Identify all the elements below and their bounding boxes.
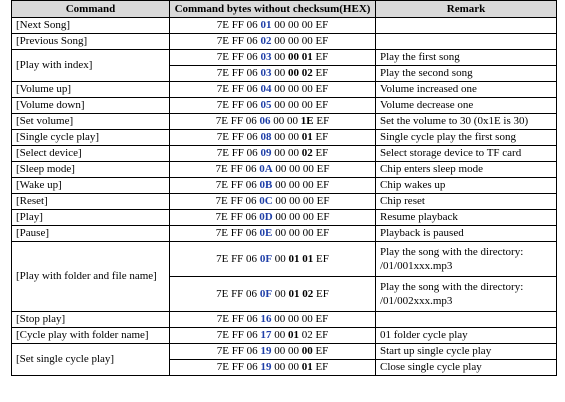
command-cell: [Wake up] <box>12 178 170 194</box>
byte-segment: 0F <box>259 288 273 300</box>
command-bytes-cell <box>170 210 376 226</box>
document-page <box>11 0 556 376</box>
remark-cell: Single cycle play the first song <box>376 130 557 146</box>
remark-cell: Volume decrease one <box>376 98 557 114</box>
command-bytes-cell <box>170 162 376 178</box>
byte-segment: 00 <box>301 345 313 357</box>
command-cell: [Set volume] <box>12 114 170 130</box>
table-row <box>12 210 557 226</box>
byte-segment: 01 <box>260 19 272 31</box>
byte-segment: 02 <box>260 35 272 47</box>
byte-segment: 01 <box>302 253 314 265</box>
table-row <box>12 312 557 328</box>
table-row <box>12 82 557 98</box>
command-cell: [Set single cycle play] <box>12 344 170 376</box>
byte-segment: 0A <box>259 163 273 175</box>
remark-cell: Play the song with the directory: /01/002xxx.mp3 <box>376 277 557 312</box>
command-bytes-cell <box>170 328 376 344</box>
command-bytes-cell <box>170 66 376 82</box>
table-row <box>12 18 557 34</box>
command-bytes-cell <box>170 360 376 376</box>
byte-segment: 0E <box>259 227 273 239</box>
header-command: Command <box>12 1 170 18</box>
header-remark: Remark <box>376 1 557 18</box>
remark-cell: Play the first song <box>376 50 557 66</box>
command-bytes-cell <box>170 98 376 114</box>
byte-segment: 00 00 00 EF <box>271 35 329 47</box>
byte-segment: 7E FF 06 <box>216 288 260 300</box>
command-cell: [Cycle play with folder name] <box>12 328 170 344</box>
byte-segment: 7E FF 06 <box>216 83 261 95</box>
command-table <box>11 0 557 376</box>
byte-segment: 00 00 00 EF <box>272 195 330 207</box>
remark-cell: Play the second song <box>376 66 557 82</box>
byte-segment: 7E FF 06 <box>216 253 260 265</box>
table-row <box>12 34 557 50</box>
byte-segment: 7E FF 06 <box>216 67 261 79</box>
table-row <box>12 130 557 146</box>
table-body <box>12 18 557 376</box>
byte-segment: 7E FF 06 <box>216 35 261 47</box>
command-bytes-cell <box>170 312 376 328</box>
byte-segment: 00 00 <box>271 131 302 143</box>
byte-segment: EF <box>313 253 329 265</box>
table-row <box>12 146 557 162</box>
byte-segment: 17 <box>260 329 272 341</box>
remark-cell <box>376 34 557 50</box>
table-row <box>12 162 557 178</box>
command-cell: [Play with folder and file name] <box>12 242 170 312</box>
byte-segment: EF <box>313 288 329 300</box>
byte-segment: EF <box>312 131 329 143</box>
table-row <box>12 178 557 194</box>
byte-segment: 00 00 00 EF <box>272 179 330 191</box>
byte-segment: 01 <box>287 329 299 341</box>
byte-segment: 7E FF 06 <box>216 51 261 63</box>
byte-segment: 19 <box>260 345 272 357</box>
byte-segment: 7E FF 06 <box>215 227 260 239</box>
table-row <box>12 194 557 210</box>
byte-segment: 08 <box>260 131 272 143</box>
command-cell: [Next Song] <box>12 18 170 34</box>
command-bytes-cell <box>170 277 376 312</box>
byte-segment: 06 <box>259 115 271 127</box>
remark-cell: Playback is paused <box>376 226 557 242</box>
byte-segment: 00 00 00 EF <box>271 19 329 31</box>
byte-segment: EF <box>312 67 329 79</box>
byte-segment: 7E FF 06 <box>216 345 261 357</box>
command-cell: [Play] <box>12 210 170 226</box>
command-bytes-cell <box>170 50 376 66</box>
remark-cell: 01 folder cycle play <box>376 328 557 344</box>
byte-segment: 01 <box>288 288 300 300</box>
command-bytes-cell <box>170 344 376 360</box>
byte-segment: 00 00 00 EF <box>271 99 329 111</box>
remark-cell: Start up single cycle play <box>376 344 557 360</box>
header-command-bytes: Command bytes without checksum(HEX) <box>170 1 376 18</box>
byte-segment: EF <box>312 361 329 373</box>
byte-segment: EF <box>312 345 329 357</box>
command-bytes-cell <box>170 114 376 130</box>
command-bytes-cell <box>170 194 376 210</box>
byte-segment: 00 <box>271 67 288 79</box>
byte-segment: EF <box>312 147 329 159</box>
table-row <box>12 242 557 277</box>
table-row <box>12 50 557 66</box>
byte-segment: EF <box>313 115 330 127</box>
byte-segment: 0B <box>259 179 273 191</box>
remark-cell: Resume playback <box>376 210 557 226</box>
byte-segment: 7E FF 06 <box>215 163 260 175</box>
byte-segment: EF <box>312 51 329 63</box>
byte-segment: 00 <box>272 288 289 300</box>
byte-segment: 00 <box>271 329 288 341</box>
remark-cell: Select storage device to TF card <box>376 146 557 162</box>
remark-cell <box>376 312 557 328</box>
byte-segment: 0D <box>259 211 273 223</box>
command-bytes-cell <box>170 82 376 98</box>
byte-segment: 7E FF 06 <box>216 99 261 111</box>
command-cell: [Play with index] <box>12 50 170 82</box>
byte-segment: 0C <box>259 195 273 207</box>
byte-segment: 7E FF 06 <box>215 211 260 223</box>
remark-cell <box>376 18 557 34</box>
byte-segment: 00 00 00 EF <box>272 211 330 223</box>
byte-segment: 02 <box>301 147 313 159</box>
byte-segment: 05 <box>260 99 272 111</box>
byte-segment: 00 00 00 EF <box>271 83 329 95</box>
byte-segment: 03 <box>260 51 272 63</box>
byte-segment: 00 01 <box>287 51 313 63</box>
table-row <box>12 328 557 344</box>
byte-segment: 01 <box>288 253 300 265</box>
command-bytes-cell <box>170 34 376 50</box>
byte-segment: 02 <box>302 288 314 300</box>
byte-segment: 00 00 00 EF <box>272 227 330 239</box>
remark-cell: Chip reset <box>376 194 557 210</box>
command-bytes-cell <box>170 18 376 34</box>
byte-segment: 00 00 <box>271 345 302 357</box>
command-bytes-cell <box>170 178 376 194</box>
table-row <box>12 226 557 242</box>
remark-cell: Chip enters sleep mode <box>376 162 557 178</box>
byte-segment: 04 <box>260 83 272 95</box>
table-row <box>12 98 557 114</box>
byte-segment: 7E FF 06 <box>216 147 261 159</box>
command-cell: [Previous Song] <box>12 34 170 50</box>
command-cell: [Reset] <box>12 194 170 210</box>
remark-cell: Chip wakes up <box>376 178 557 194</box>
command-cell: [Sleep mode] <box>12 162 170 178</box>
byte-segment: 00 02 <box>287 67 313 79</box>
byte-segment: 7E FF 06 <box>216 361 261 373</box>
remark-cell: Play the song with the directory: /01/001xxx.mp3 <box>376 242 557 277</box>
byte-segment: 00 <box>271 51 288 63</box>
command-cell: [Single cycle play] <box>12 130 170 146</box>
byte-segment: 03 <box>260 67 272 79</box>
byte-segment: 7E FF 06 <box>216 313 261 325</box>
byte-segment: 1E <box>300 115 314 127</box>
remark-cell: Close single cycle play <box>376 360 557 376</box>
command-cell: [Select device] <box>12 146 170 162</box>
byte-segment: 19 <box>260 361 272 373</box>
command-bytes-cell <box>170 146 376 162</box>
byte-segment: 7E FF 06 <box>216 131 261 143</box>
byte-segment: 00 00 <box>271 361 302 373</box>
byte-segment: 09 <box>260 147 272 159</box>
byte-segment: 16 <box>260 313 272 325</box>
table-row <box>12 344 557 360</box>
table-header-row <box>12 1 557 18</box>
command-cell: [Pause] <box>12 226 170 242</box>
byte-segment: 7E FF 06 <box>215 115 260 127</box>
byte-segment: 7E FF 06 <box>216 329 261 341</box>
byte-segment: 7E FF 06 <box>215 179 260 191</box>
command-cell: [Stop play] <box>12 312 170 328</box>
byte-segment: 00 <box>272 253 289 265</box>
byte-segment: 0F <box>259 253 273 265</box>
byte-segment: 7E FF 06 <box>215 195 260 207</box>
table-row <box>12 114 557 130</box>
byte-segment: 01 <box>301 361 313 373</box>
byte-segment: 01 <box>301 131 313 143</box>
byte-segment: 00 00 00 EF <box>272 163 330 175</box>
command-bytes-cell <box>170 130 376 146</box>
remark-cell: Volume increased one <box>376 82 557 98</box>
byte-segment: 00 00 <box>271 147 302 159</box>
byte-segment: 7E FF 06 <box>216 19 261 31</box>
command-bytes-cell <box>170 226 376 242</box>
byte-segment: 00 00 00 EF <box>271 313 329 325</box>
command-bytes-cell <box>170 242 376 277</box>
command-cell: [Volume up] <box>12 82 170 98</box>
remark-cell: Set the volume to 30 (0x1E is 30) <box>376 114 557 130</box>
byte-segment: 00 00 <box>270 115 301 127</box>
byte-segment: 02 EF <box>298 329 329 341</box>
command-cell: [Volume down] <box>12 98 170 114</box>
